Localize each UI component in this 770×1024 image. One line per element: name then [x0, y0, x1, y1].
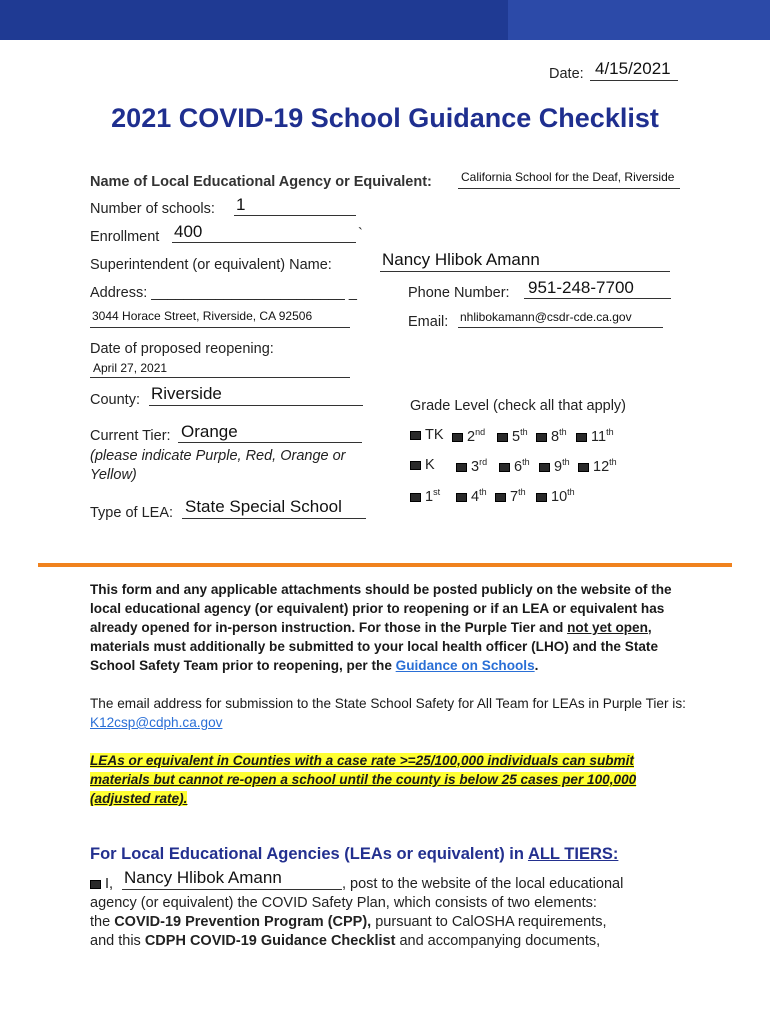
superintendent-value[interactable]: Nancy Hlibok Amann [382, 250, 540, 269]
grade-7[interactable] [495, 487, 526, 505]
grade-suffix: th [479, 487, 487, 497]
checkbox-icon [495, 493, 506, 502]
phone-label: Phone Number: [408, 285, 510, 301]
grade-suffix: th [559, 427, 567, 437]
guidance-link[interactable]: Guidance on Schools [395, 658, 535, 673]
submission-text: The email address for submission to the State School Safety for All Team for LEAs in Purple Tier is: [90, 696, 686, 711]
post-text-b: agency (or equivalent) the COVID Safety Plan, which consists of two elements: [90, 895, 597, 911]
grade-2-label: 2 [467, 428, 476, 445]
phone-value[interactable]: 951-248-7700 [528, 278, 634, 297]
date-underline [590, 80, 678, 81]
heading-all-tiers: ALL TIERS: [527, 845, 619, 863]
grade-11[interactable] [576, 427, 614, 445]
lea-type-underline [182, 518, 366, 519]
post-d1: and this [90, 933, 145, 949]
address-label: Address: ________________________ _ [90, 285, 357, 301]
heading-text: For Local Educational Agencies (LEAs or equivalent) in [90, 845, 528, 863]
tier-underline [178, 442, 362, 443]
post-c3: pursuant to CalOSHA requirements, [371, 914, 607, 930]
email-value[interactable]: nhlibokamann@csdr-cde.ca.gov [460, 310, 632, 324]
grade-suffix: th [522, 457, 530, 467]
grade-tk-label: TK [425, 427, 444, 443]
checkbox-icon [497, 433, 508, 442]
checkbox-icon [456, 463, 467, 472]
section-divider [38, 563, 732, 567]
grade-1[interactable] [410, 487, 440, 505]
grade-6[interactable] [499, 457, 530, 475]
grade-7-label: 7 [510, 488, 519, 505]
reopen-underline [90, 377, 350, 378]
enrollment-underline [172, 242, 356, 243]
date-label: Date: [549, 66, 584, 82]
tier-label: Current Tier: [90, 428, 171, 444]
checkbox-icon [452, 433, 463, 442]
address-value[interactable]: 3044 Horace Street, Riverside, CA 92506 [92, 309, 313, 323]
post-c1: the [90, 914, 115, 930]
submission-email-link[interactable]: K12csp@cdph.ca.gov [90, 715, 223, 730]
all-tiers-heading [90, 845, 618, 864]
grade-3[interactable] [456, 457, 487, 475]
notice-text-c: . [534, 658, 539, 673]
top-banner-segment [508, 0, 770, 40]
post-name-underline [122, 889, 342, 890]
lea-label: Name of Local Educational Agency or Equivalent: [90, 174, 432, 190]
enrollment-label: Enrollment [90, 229, 160, 245]
submission-paragraph [90, 694, 690, 732]
post-name-value[interactable]: Nancy Hlibok Amann [124, 868, 282, 887]
checkbox-icon [536, 433, 547, 442]
post-c2: COVID-19 Prevention Program (CPP), [114, 914, 372, 930]
grade-suffix: th [562, 457, 570, 467]
grade-k[interactable] [410, 457, 435, 473]
lea-value[interactable]: California School for the Deaf, Riverside [461, 170, 675, 184]
i-prefix: I, [105, 876, 114, 892]
grade-k-label: K [425, 457, 435, 473]
grade-9[interactable] [539, 457, 570, 475]
tier-hint-2: Yellow) [90, 467, 137, 483]
tier-value[interactable]: Orange [181, 422, 238, 441]
schools-underline [234, 215, 356, 216]
notice-text-b: , materials must additionally be submitted to your local health officer (LHO) and the State School Safety Team prior to reopening, per the [90, 620, 659, 673]
schools-label: Number of schools: [90, 201, 215, 217]
checkbox-icon [410, 431, 421, 440]
grade-suffix: nd [475, 427, 486, 437]
county-label: County: [90, 392, 140, 408]
grade-1-label: 1 [425, 488, 434, 505]
checkbox-icon [578, 463, 589, 472]
email-underline [458, 327, 663, 328]
county-value[interactable]: Riverside [151, 384, 222, 403]
grade-8-label: 8 [551, 428, 560, 445]
grade-4[interactable] [456, 487, 487, 505]
grade-5[interactable] [497, 427, 528, 445]
reopen-label: Date of proposed reopening: [90, 341, 274, 357]
phone-underline [524, 298, 671, 299]
grade-4-label: 4 [471, 488, 480, 505]
grade-12[interactable] [578, 457, 617, 475]
checkbox-icon [90, 880, 101, 889]
lea-type-label: Type of LEA: [90, 505, 174, 521]
grade-10-label: 10 [551, 488, 568, 505]
notice-paragraph [90, 580, 690, 675]
address-underline [90, 327, 350, 328]
grade-5-label: 5 [512, 428, 521, 445]
county-underline [149, 405, 363, 406]
checkbox-icon [410, 461, 421, 470]
grade-suffix: th [520, 427, 528, 437]
grade-8[interactable] [536, 427, 567, 445]
not-yet-open-text: not yet open [567, 620, 648, 635]
enrollment-value[interactable]: 400 [174, 222, 203, 241]
lea-type-value[interactable]: State Special School [185, 497, 342, 516]
tier-hint-1: (please indicate Purple, Red, Orange or [90, 448, 346, 464]
case-rate-highlight: LEAs or equivalent in Counties with a case rate >=25/100,000 individuals can submit materials but cannot re-open a school until the county is below 25 cases per 100,000 (adjusted rate). [90, 753, 637, 806]
grade-label: Grade Level (check all that apply) [410, 398, 626, 414]
page-title: 2021 COVID-19 School Guidance Checklist [111, 103, 659, 133]
grade-9-label: 9 [554, 458, 563, 475]
grade-2[interactable] [452, 427, 485, 445]
grade-10[interactable] [536, 487, 575, 505]
checkbox-icon [456, 493, 467, 502]
grade-suffix: th [606, 427, 614, 437]
notice-text-a: This form and any applicable attachments should be posted publicly on the website of the local educational agency (or equivalent) prior to reopening or if an LEA or equivalent has already opened for in-person instruction. For those in the Purple Tier and [90, 582, 672, 635]
schools-value[interactable]: 1 [236, 195, 246, 214]
grade-3-label: 3 [471, 458, 480, 475]
grade-suffix: th [567, 487, 575, 497]
grade-suffix: th [609, 457, 617, 467]
checkbox-icon [410, 493, 421, 502]
grade-11-label: 11 [591, 428, 607, 445]
superintendent-label: Superintendent (or equivalent) Name: [90, 257, 332, 273]
post-d2: CDPH COVID-19 Guidance Checklist [144, 933, 396, 949]
grade-suffix: rd [479, 457, 488, 467]
post-text-a: , post to the website of the local educational [342, 876, 624, 892]
checkbox-icon [499, 463, 510, 472]
post-text-c [90, 914, 607, 930]
lea-underline [458, 188, 680, 189]
post-text-d [90, 933, 600, 949]
checkbox-icon [539, 463, 550, 472]
post-checkbox-row[interactable] [90, 876, 113, 892]
superintendent-underline [380, 271, 670, 272]
grade-suffix: st [433, 487, 441, 497]
grade-6-label: 6 [514, 458, 523, 475]
enrollment-tick: ` [358, 226, 363, 242]
date-value[interactable]: 4/15/2021 [595, 59, 671, 78]
grade-12-label: 12 [593, 458, 610, 475]
top-banner [0, 0, 770, 40]
email-label: Email: [408, 314, 449, 330]
post-d3: and accompanying documents, [395, 933, 601, 949]
checkbox-icon [536, 493, 547, 502]
checkbox-icon [576, 433, 587, 442]
reopen-value[interactable]: April 27, 2021 [93, 361, 168, 375]
case-rate-warning [90, 751, 680, 808]
grade-suffix: th [518, 487, 526, 497]
grade-tk[interactable] [410, 427, 444, 443]
